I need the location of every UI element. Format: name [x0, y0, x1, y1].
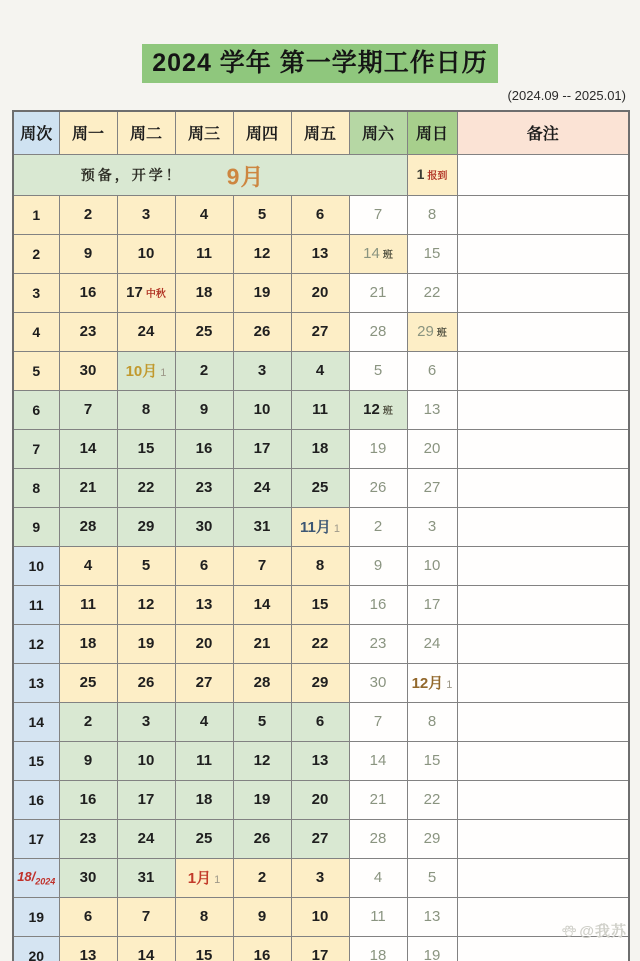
day-cell: 29 班	[407, 312, 457, 351]
day-cell: 10	[291, 897, 349, 936]
day-tag: 班	[436, 328, 447, 340]
day-cell: 11	[175, 234, 233, 273]
day-cell: 17	[407, 585, 457, 624]
remark-cell	[457, 234, 629, 273]
day-cell: 10	[233, 390, 291, 429]
week-row-18	[13, 858, 629, 897]
day-cell: 23	[349, 624, 407, 663]
day-cell: 11	[59, 585, 117, 624]
day-cell: 4	[349, 858, 407, 897]
day-cell: 5	[233, 702, 291, 741]
day-cell: 20	[291, 780, 349, 819]
day-cell: 4	[59, 546, 117, 585]
day-tag: 1	[214, 874, 221, 887]
day-cell: 23	[59, 312, 117, 351]
day-cell: 2	[59, 702, 117, 741]
day-tag: 中秋	[145, 289, 166, 301]
day-cell: 24	[117, 819, 175, 858]
day-cell: 11	[175, 741, 233, 780]
day-cell: 17	[291, 936, 349, 961]
week-number: 7	[13, 429, 59, 468]
week-row-12	[13, 624, 629, 663]
day-cell: 9	[59, 741, 117, 780]
col-header-sun: 周日	[407, 111, 457, 155]
day-cell: 11	[291, 390, 349, 429]
week-number: 5	[13, 351, 59, 390]
day-cell: 22	[117, 468, 175, 507]
title-wrap	[0, 0, 640, 83]
week-row-11	[13, 585, 629, 624]
week-number: 1	[13, 195, 59, 234]
day-cell: 22	[407, 273, 457, 312]
day-cell: 6	[291, 702, 349, 741]
day-cell: 2	[233, 858, 291, 897]
day-cell: 10	[117, 234, 175, 273]
week-row-17	[13, 819, 629, 858]
day-cell: 27	[407, 468, 457, 507]
day-cell: 9	[175, 390, 233, 429]
day-cell: 9	[233, 897, 291, 936]
day-cell: 2	[59, 195, 117, 234]
day-cell: 9	[59, 234, 117, 273]
day-cell: 7	[233, 546, 291, 585]
day-cell: 28	[233, 663, 291, 702]
day-cell: 10	[117, 741, 175, 780]
paw-icon	[561, 923, 577, 939]
day-cell: 19	[117, 624, 175, 663]
day-cell: 2	[349, 507, 407, 546]
day-cell: 27	[291, 819, 349, 858]
week-row-5	[13, 351, 629, 390]
day-cell: 3	[233, 351, 291, 390]
week-row-14	[13, 702, 629, 741]
day-cell: 30	[175, 507, 233, 546]
date-range: (2024.09 -- 2025.01)	[507, 87, 626, 103]
day-cell: 25	[59, 663, 117, 702]
day-cell: 16	[175, 429, 233, 468]
day-cell: 5	[349, 351, 407, 390]
day-cell: 10月 1	[117, 351, 175, 390]
col-header-wed: 周三	[175, 111, 233, 155]
day-cell: 13	[175, 585, 233, 624]
remark-cell	[457, 468, 629, 507]
day-cell: 23	[175, 468, 233, 507]
remark-cell	[457, 351, 629, 390]
day-cell: 13	[59, 936, 117, 961]
day-cell: 4	[291, 351, 349, 390]
week-row-4	[13, 312, 629, 351]
day-cell-report: 1 报到	[407, 154, 457, 195]
day-cell: 18	[291, 429, 349, 468]
day-cell: 19	[407, 936, 457, 961]
week-number: 12	[13, 624, 59, 663]
col-header-mon: 周一	[59, 111, 117, 155]
day-cell: 21	[59, 468, 117, 507]
day-cell: 12	[117, 585, 175, 624]
day-cell: 14	[117, 936, 175, 961]
day-cell: 26	[233, 312, 291, 351]
day-cell: 6	[291, 195, 349, 234]
watermark-text: @我苏	[579, 923, 627, 940]
week-row-8	[13, 468, 629, 507]
day-cell: 25	[175, 819, 233, 858]
remark-cell	[457, 858, 629, 897]
day-cell: 12 班	[349, 390, 407, 429]
day-cell: 7	[59, 390, 117, 429]
month-banner-row	[13, 154, 629, 195]
day-cell: 8	[117, 390, 175, 429]
week-number: 19	[13, 897, 59, 936]
calendar-table	[12, 110, 630, 961]
week-number: 4	[13, 312, 59, 351]
day-cell: 25	[291, 468, 349, 507]
col-header-fri: 周五	[291, 111, 349, 155]
day-cell: 24	[117, 312, 175, 351]
day-cell: 14	[59, 429, 117, 468]
day-cell: 19	[349, 429, 407, 468]
day-cell: 18	[349, 936, 407, 961]
remark-cell	[457, 819, 629, 858]
week-number: 14	[13, 702, 59, 741]
day-cell: 15	[407, 234, 457, 273]
day-cell: 7	[349, 702, 407, 741]
day-cell: 18	[59, 624, 117, 663]
day-cell: 31	[117, 858, 175, 897]
day-cell: 14 班	[349, 234, 407, 273]
week-number: 9	[13, 507, 59, 546]
day-cell: 16	[59, 273, 117, 312]
week-number: 13	[13, 663, 59, 702]
day-cell: 27	[291, 312, 349, 351]
day-cell: 14	[233, 585, 291, 624]
watermark	[561, 920, 627, 941]
semester-start-note: 预备，开学！	[80, 166, 183, 183]
day-cell: 12月 1	[407, 663, 457, 702]
day-cell: 16	[349, 585, 407, 624]
remark-cell	[457, 702, 629, 741]
day-cell: 17 中秋	[117, 273, 175, 312]
day-cell: 28	[59, 507, 117, 546]
day-cell: 29	[291, 663, 349, 702]
day-cell: 15	[291, 585, 349, 624]
day-cell: 24	[407, 624, 457, 663]
week-row-2	[13, 234, 629, 273]
day-cell: 12	[233, 234, 291, 273]
day-cell: 29	[407, 819, 457, 858]
day-cell: 20	[407, 429, 457, 468]
remark-cell	[457, 624, 629, 663]
day-cell: 8	[291, 546, 349, 585]
day-cell: 4	[175, 195, 233, 234]
day-tag: 1	[160, 367, 167, 380]
day-cell: 10	[407, 546, 457, 585]
remark-cell	[457, 312, 629, 351]
day-cell: 11月 1	[291, 507, 349, 546]
day-cell: 12	[233, 741, 291, 780]
day-cell: 26	[117, 663, 175, 702]
day-cell: 6	[175, 546, 233, 585]
day-cell: 26	[349, 468, 407, 507]
day-cell: 1月 1	[175, 858, 233, 897]
day-cell: 19	[233, 273, 291, 312]
day-cell: 3	[291, 858, 349, 897]
day-cell: 11	[349, 897, 407, 936]
day-cell: 8	[407, 195, 457, 234]
day-cell: 16	[59, 780, 117, 819]
day-cell: 30	[349, 663, 407, 702]
remark-cell	[457, 154, 629, 195]
remark-cell	[457, 546, 629, 585]
weeks-body	[13, 154, 629, 961]
day-cell: 30	[59, 858, 117, 897]
day-cell: 13	[407, 897, 457, 936]
week-number: 11	[13, 585, 59, 624]
day-cell: 18	[175, 273, 233, 312]
day-cell: 27	[175, 663, 233, 702]
day-cell: 8	[407, 702, 457, 741]
day-cell: 28	[349, 312, 407, 351]
day-cell: 20	[291, 273, 349, 312]
day-cell: 4	[175, 702, 233, 741]
september-banner	[13, 154, 407, 195]
day-cell: 21	[349, 780, 407, 819]
day-cell: 28	[349, 819, 407, 858]
week-number: $18/_{2024}$	[13, 858, 59, 897]
day-cell: 7	[349, 195, 407, 234]
day-tag: 班	[382, 406, 393, 418]
day-cell: 30	[59, 351, 117, 390]
week-row-1	[13, 195, 629, 234]
day-cell: 20	[175, 624, 233, 663]
day-cell: 6	[407, 351, 457, 390]
week-row-10	[13, 546, 629, 585]
day-cell: 13	[407, 390, 457, 429]
header-row	[13, 111, 629, 155]
day-cell: 5	[407, 858, 457, 897]
day-cell: 24	[233, 468, 291, 507]
day-cell: 31	[233, 507, 291, 546]
col-header-thu: 周四	[233, 111, 291, 155]
report-tag: 报到	[427, 171, 448, 183]
week-row-6	[13, 390, 629, 429]
week-number: 6	[13, 390, 59, 429]
day-cell: 23	[59, 819, 117, 858]
day-cell: 3	[117, 195, 175, 234]
day-tag: 班	[382, 250, 393, 262]
day-cell: 29	[117, 507, 175, 546]
week-row-20	[13, 936, 629, 961]
week-row-13	[13, 663, 629, 702]
day-cell: 19	[233, 780, 291, 819]
day-cell: 13	[291, 234, 349, 273]
remark-cell	[457, 390, 629, 429]
remark-cell	[457, 741, 629, 780]
week-row-19	[13, 897, 629, 936]
col-header-sat: 周六	[349, 111, 407, 155]
day-cell: 5	[233, 195, 291, 234]
day-cell: 9	[349, 546, 407, 585]
day-tag: 1	[333, 523, 340, 536]
week-number: 3	[13, 273, 59, 312]
day-cell: 3	[407, 507, 457, 546]
day-cell: 6	[59, 897, 117, 936]
day-cell: 7	[117, 897, 175, 936]
day-cell: 21	[233, 624, 291, 663]
week-number: 16	[13, 780, 59, 819]
remark-cell	[457, 429, 629, 468]
day-cell: 21	[349, 273, 407, 312]
remark-cell	[457, 273, 629, 312]
day-cell: 16	[233, 936, 291, 961]
day-cell: 22	[407, 780, 457, 819]
remark-cell	[457, 780, 629, 819]
day-cell: 3	[117, 702, 175, 741]
week-number: 2	[13, 234, 59, 273]
day-cell: 17	[233, 429, 291, 468]
day-cell: 13	[291, 741, 349, 780]
day-cell: 26	[233, 819, 291, 858]
week-number: 8	[13, 468, 59, 507]
day-cell: 15	[175, 936, 233, 961]
week-row-3	[13, 273, 629, 312]
col-header-week: 周次	[13, 111, 59, 155]
day-cell: 15	[117, 429, 175, 468]
day-cell: 17	[117, 780, 175, 819]
day-tag: 1	[446, 679, 453, 692]
day-cell: 22	[291, 624, 349, 663]
week-number: 10	[13, 546, 59, 585]
month-label-september: 9月	[226, 163, 265, 190]
col-header-tue: 周二	[117, 111, 175, 155]
day-cell: 25	[175, 312, 233, 351]
day-cell: 14	[349, 741, 407, 780]
day-cell: 18	[175, 780, 233, 819]
week-number: 15	[13, 741, 59, 780]
day-cell: 5	[117, 546, 175, 585]
day-cell: 8	[175, 897, 233, 936]
col-header-remark: 备注	[457, 111, 629, 155]
day-cell: 15	[407, 741, 457, 780]
page-title: 2024 学年 第一学期工作日历	[142, 44, 498, 83]
remark-cell	[457, 663, 629, 702]
week-row-7	[13, 429, 629, 468]
remark-cell	[457, 507, 629, 546]
day-cell: 2	[175, 351, 233, 390]
remark-cell	[457, 195, 629, 234]
week-row-15	[13, 741, 629, 780]
week-number: 17	[13, 819, 59, 858]
week-row-16	[13, 780, 629, 819]
remark-cell	[457, 585, 629, 624]
week-number: 20	[13, 936, 59, 961]
week-row-9	[13, 507, 629, 546]
